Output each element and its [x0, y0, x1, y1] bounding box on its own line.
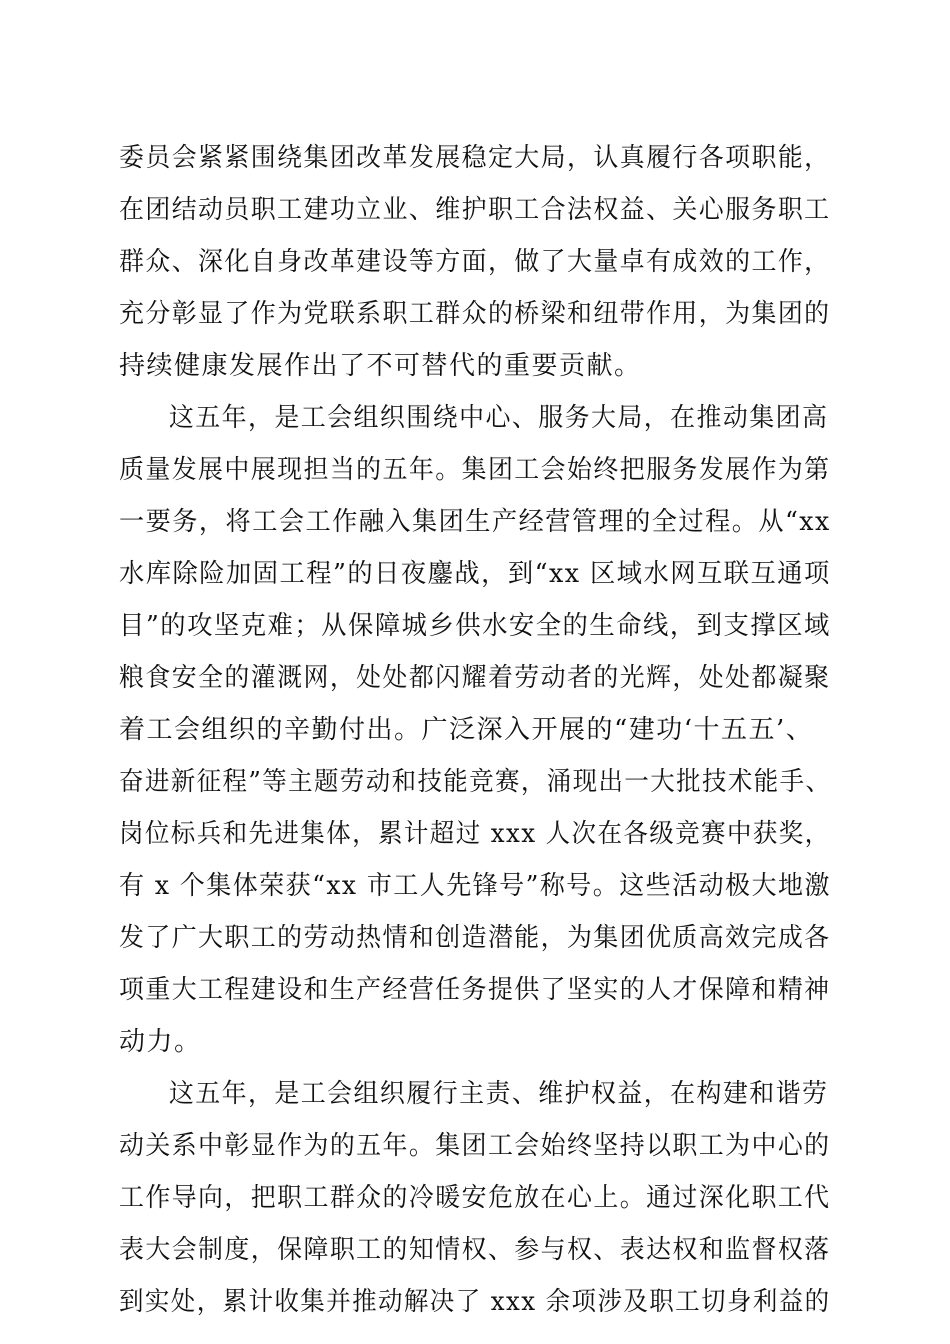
text-line: 粮食安全的灌溉网，处处都闪耀着劳动者的光辉，处处都凝聚	[119, 663, 831, 693]
text-line: 一要务，将工会工作融入集团生产经营管理的全过程。从“xx	[119, 507, 831, 537]
text-line: 奋进新征程”等主题劳动和技能竞赛，涌现出一大批技术能手、	[119, 767, 832, 797]
text-line: 工作导向，把职工群众的冷暖安危放在心上。通过深化职工代	[119, 1183, 831, 1213]
text-line: 着工会组织的辛勤付出。广泛深入开展的“建功‘十五五’、	[119, 715, 814, 745]
text-line: 质量发展中展现担当的五年。集团工会始终把服务发展作为第	[119, 455, 831, 485]
text-line: 持续健康发展作出了不可替代的重要贡献。	[119, 351, 642, 381]
text-line: 表大会制度，保障职工的知情权、参与权、表达权和监督权落	[119, 1235, 831, 1265]
text-line: 动关系中彰显作为的五年。集团工会始终坚持以职工为中心的	[119, 1131, 831, 1161]
text-line: 委员会紧紧围绕集团改革发展稳定大局，认真履行各项职能，	[119, 143, 831, 173]
text-line: 充分彰显了作为党联系职工群众的桥梁和纽带作用，为集团的	[119, 299, 831, 329]
text-line: 动力。	[119, 1027, 202, 1057]
text-line: 到实处，累计收集并推动解决了 xxx 余项涉及职工切身利益的	[119, 1287, 831, 1317]
text-line: 水库除险加固工程”的日夜鏖战，到“xx 区域水网互联互通项	[119, 559, 831, 589]
text-line: 项重大工程建设和生产经营任务提供了坚实的人才保障和精神	[119, 975, 831, 1005]
text-line: 有 x 个集体荣获“xx 市工人先锋号”称号。这些活动极大地激	[119, 871, 831, 901]
text-line: 岗位标兵和先进集体，累计超过 xxx 人次在各级竞赛中获奖，	[119, 819, 831, 849]
text-line: 目”的攻坚克难；从保障城乡供水安全的生命线，到支撑区域	[119, 611, 831, 641]
text-line: 在团结动员职工建功立业、维护职工合法权益、关心服务职工	[119, 195, 831, 225]
paragraph-first-line: 这五年，是工会组织围绕中心、服务大局，在推动集团高	[168, 403, 829, 433]
document-body	[119, 132, 831, 1328]
paragraph-first-line: 这五年，是工会组织履行主责、维护权益，在构建和谐劳	[168, 1079, 829, 1109]
text-line: 群众、深化自身改革建设等方面，做了大量卓有成效的工作，	[119, 247, 831, 277]
text-line: 发了广大职工的劳动热情和创造潜能，为集团优质高效完成各	[119, 923, 831, 953]
